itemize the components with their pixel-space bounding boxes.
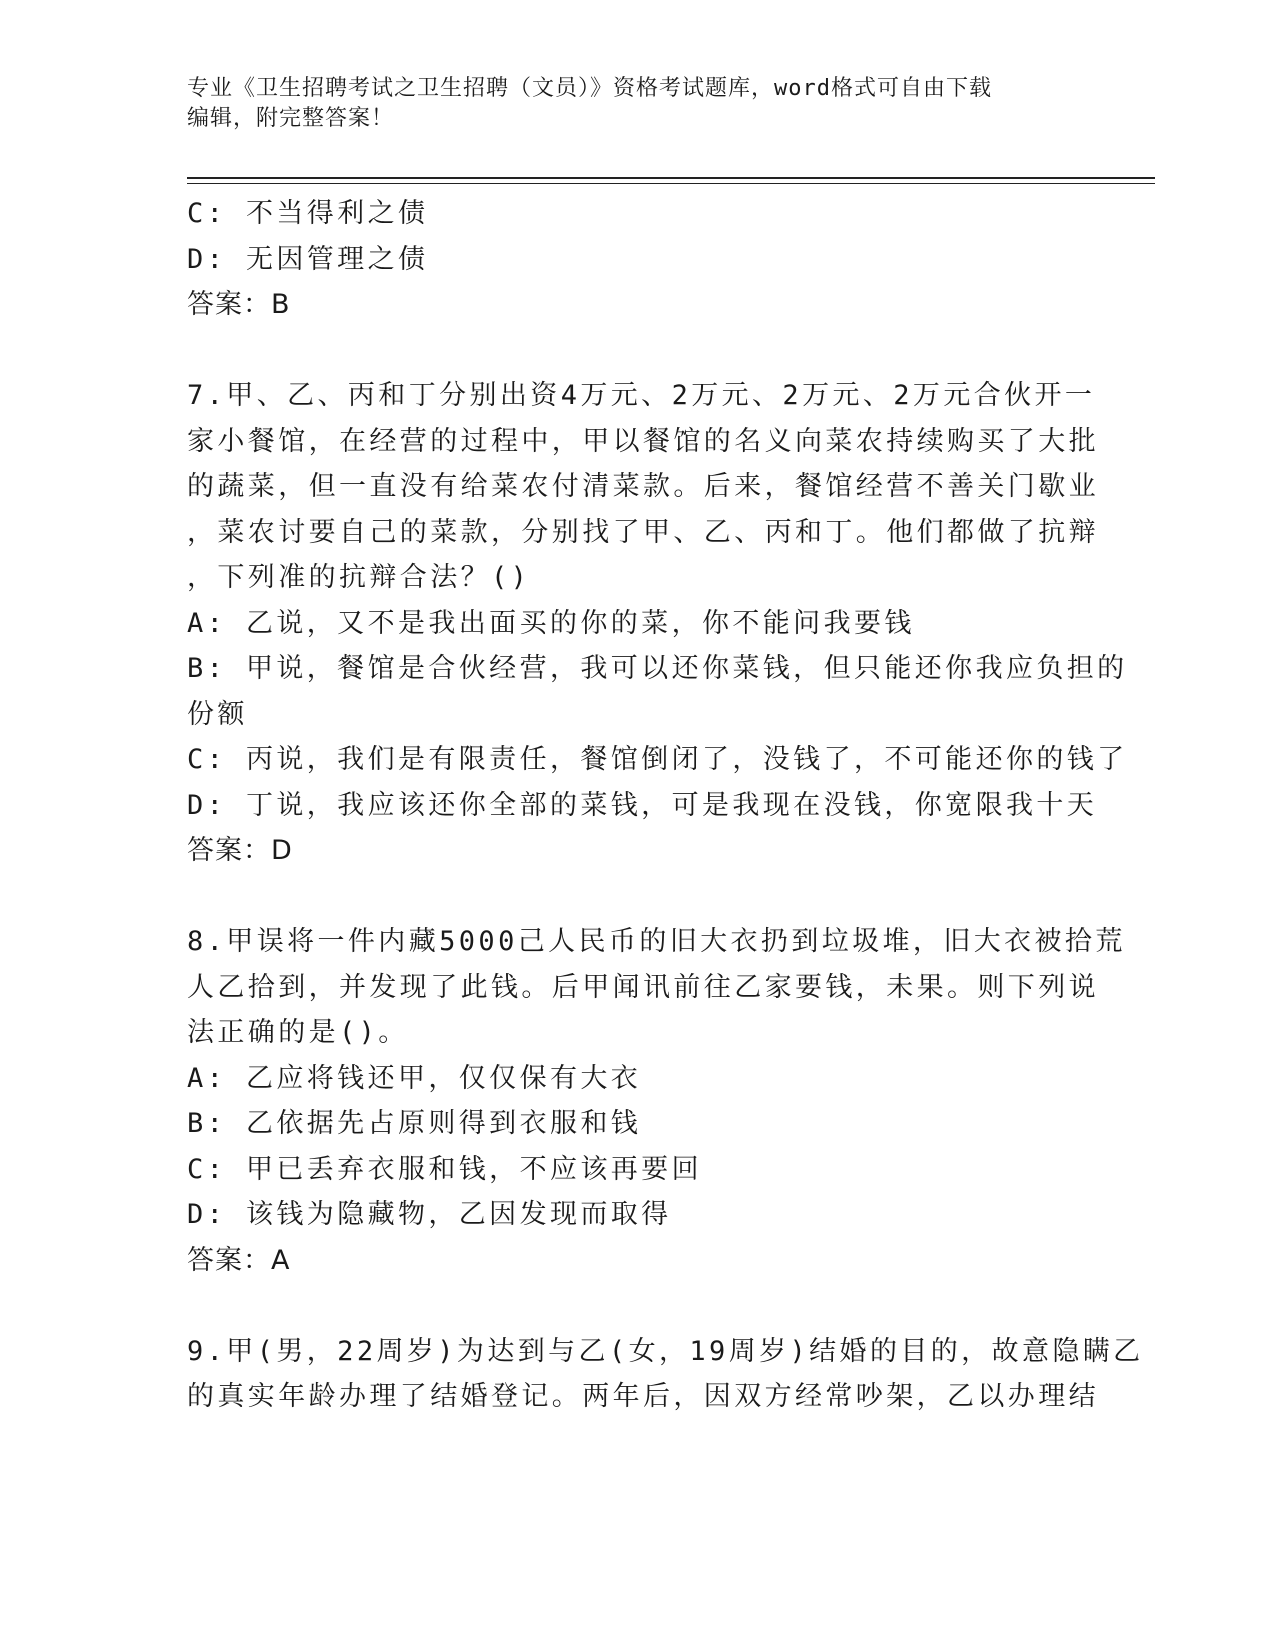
header-line: 专业《卫生招聘考试之卫生招聘（文员）》资格考试题库，word格式可自由下载: [187, 76, 992, 101]
question-content: [187, 191, 1144, 1420]
question-7-option-c: C: 丙说，我们是有限责任，餐馆倒闭了，没钱了，不可能还你的钱了: [187, 744, 1128, 775]
question-7-option-b-cont: 份额: [187, 698, 248, 730]
question-7-answer: 答案：D: [187, 835, 293, 866]
question-9-text: 9.甲(男，22周岁)为达到与乙(女，19周岁)结婚的目的，故意隐瞒乙: [187, 1335, 1144, 1367]
question-7-text: 的蔬菜，但一直没有给菜农付清菜款。后来，餐馆经营不善关门歇业: [187, 471, 1099, 502]
question-7-option-d: D: 丁说，我应该还你全部的菜钱，可是我现在没钱，你宽限我十天: [187, 789, 1098, 821]
question-8-option-c: C: 甲已丢弃衣服和钱，不应该再要回: [187, 1153, 702, 1185]
question-7-text: 家小餐馆，在经营的过程中，甲以餐馆的名义向菜农持续购买了大批: [187, 425, 1099, 457]
question-8-option-d: D: 该钱为隐藏物，乙因发现而取得: [187, 1199, 672, 1230]
header-line: 编辑，附完整答案！: [187, 106, 395, 131]
question-8-answer: 答案：A: [187, 1244, 291, 1276]
option-c: C: 不当得利之债: [187, 198, 429, 229]
question-9-text: 的真实年龄办理了结婚登记。两年后，因双方经常吵架，乙以办理结: [187, 1381, 1099, 1412]
question-7-text: ，菜农讨要自己的菜款，分别找了甲、乙、丙和丁。他们都做了抗辩: [187, 516, 1099, 548]
spacer: [187, 874, 1087, 920]
question-8-text: 人乙拾到，并发现了此钱。后甲闻讯前往乙家要钱，未果。则下列说: [187, 971, 1099, 1003]
spacer: [187, 328, 1087, 374]
question-7-text: 7.甲、乙、丙和丁分别出资4万元、2万元、2万元、2万元合伙开一: [187, 380, 1096, 411]
question-7-text: ，下列准的抗辩合法？(): [187, 562, 531, 593]
question-8-option-b: B: 乙依据先占原则得到衣服和钱: [187, 1108, 642, 1139]
question-8-text: 法正确的是()。: [187, 1017, 409, 1048]
spacer: [187, 1283, 1087, 1329]
answer: 答案：B: [187, 289, 291, 320]
document-header: [187, 74, 1087, 134]
question-7-option-b: B: 甲说，餐馆是合伙经营，我可以还你菜钱，但只能还你我应负担的: [187, 653, 1128, 684]
option-d: D: 无因管理之债: [187, 243, 429, 275]
question-8-option-a: A: 乙应将钱还甲，仅仅保有大衣: [187, 1062, 642, 1094]
header-rule-thin: [187, 183, 1155, 184]
question-8-text: 8.甲误将一件内藏5000己人民币的旧大衣扔到垃圾堆，旧大衣被拾荒: [187, 926, 1126, 957]
header-rule-thick: [187, 177, 1155, 179]
question-7-option-a: A: 乙说，又不是我出面买的你的菜，你不能问我要钱: [187, 607, 915, 639]
